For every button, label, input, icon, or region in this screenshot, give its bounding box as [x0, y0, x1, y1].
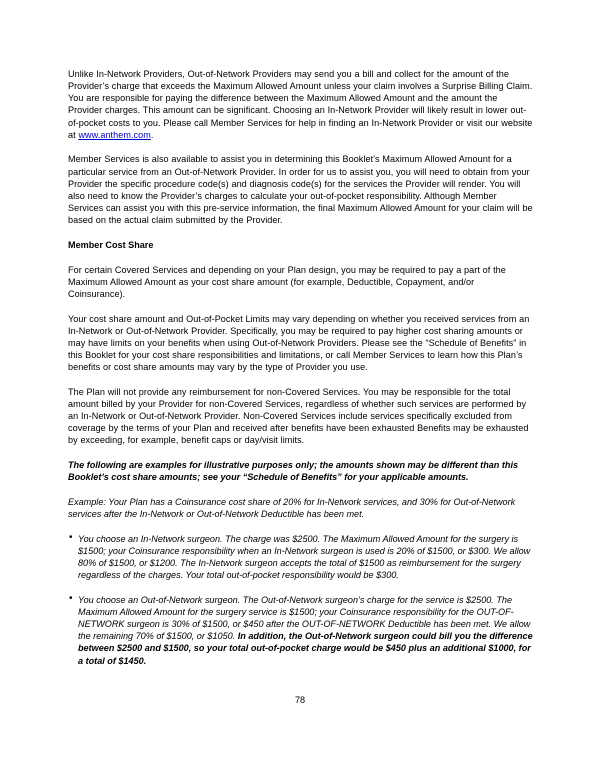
paragraph-non-covered-services: The Plan will not provide any reimbursement for non-Covered Services. You may be responsible for the total amount billed by your Provider for non-Covered Services, regardless of whether such services are performed by an In-Network or Out-of-Network Provider. Non-Covered Services include services specifically excluded from coverage by the terms of your Plan and received after benefits have been exhausted Benefits may be exhausted by exceeding, for example, benefit caps or day/visit limits. [68, 386, 529, 446]
paragraph-1-text-after-link: . [150, 129, 154, 140]
paragraph-out-of-network-billing [68, 68, 534, 141]
paragraph-illustrative-examples-note: The following are examples for illustrative purposes only; the amounts shown may be different than this Booklet’s cost share amounts; see your “Schedule of Benefits” for your applicable amounts. [68, 460, 519, 483]
list-item-text: You choose an In-Network surgeon. The charge was $2500. The Maximum Allowed Amount for the surgery is $1500; your Coinsurance responsibility when an In-Network surgeon is used is 20% of $1500, or $300. We allow 80% of $1500, or $1200. The In-Network surgeon accepts the total of $1500 as reimbursement for the surgery regardless of the charges. Your total out-of-pocket responsibility would be $300. [78, 533, 531, 581]
paragraph-out-of-pocket-limits: Your cost share amount and Out-of-Pocket Limits may vary depending on whether you received services from an In-Network or Out-of-Network Provider. Specifically, you may be required to pay higher cost sharing amounts or may have limits on your benefits when using Out-of-Network Providers. Please see the “Schedule of Benefits” in this Booklet for your cost share responsibilities and limitations, or call Member Services to learn how this Plan’s benefits or cost share amounts may vary by the type of Provider you use. [68, 313, 530, 373]
list-item [68, 533, 534, 582]
page-footer [0, 694, 600, 706]
bullet-icon: • [69, 593, 73, 605]
document-body [68, 68, 534, 679]
bullet-icon: • [69, 532, 73, 544]
examples-list [68, 533, 534, 667]
list-item-bold-text: In addition, the Out-of-Network surgeon could bill you the difference between $2500 and $1500, so your total out-of-pocket charge would be $450 plus an additional $1000, for a total of $1450. [78, 631, 533, 666]
paragraph-member-services-assistance: Member Services is also available to assist you in determining this Booklet’s Maximum Allowed Amount for a particular service from an Out-of-Network Provider. In order for us to assist you, you will need to obtain from your Provider the specific procedure code(s) and diagnosis code(s) for the services the Provider will render. You will also need to know the Provider’s charges to calculate your out-of-pocket responsibility. Although Member Services can assist you with this pre-service information, the final Maximum Allowed Amount for your claim will be based on the actual claim submitted by the Provider. [68, 154, 533, 226]
section-heading-member-cost-share: Member Cost Share [68, 239, 154, 250]
paragraph-example-intro: Example: Your Plan has a Coinsurance cost share of 20% for In-Network services, and 30% for Out-of-Network services after the In-Network or Out-of-Network Deductible has been met. [68, 496, 516, 520]
paragraph-covered-services-cost-share: For certain Covered Services and depending on your Plan design, you may be required to pay a part of the Maximum Allowed Amount as your cost share amount (for example, Deductible, Copayment, and/or Coinsurance). [68, 264, 506, 299]
page-number: 78 [294, 695, 306, 705]
paragraph-1-text-before-link: Unlike In-Network Providers, Out-of-Network Providers may send you a bill and collect for the amount of the Provider’s charge that exceeds the Maximum Allowed Amount unless your claim involves a Surprise Billing Claim. You are responsible for paying the difference between the Maximum Allowed Amount and the amount the Provider charges. This amount can be significant. Choosing an In-Network Provider will likely result in lower out-of-pocket costs to you. Please call Member Services for help in finding an In-Network Provider or visit our website at [68, 69, 533, 140]
anthem-website-link[interactable]: www.anthem.com [78, 129, 151, 140]
list-item [68, 594, 534, 667]
list-item-text: You choose an Out-of-Network surgeon. The Out-of-Network surgeon’s charge for the service is $2500. The Maximum Allowed Amount for the surgery service is $1500; your Coinsurance responsibility for the OUT-OF-NETWORK surgeon is 30% of $1500, or $450 after the OUT-OF-NETWORK Deductible has been met. We allow the remaining 70% of $1500, or $1050. [78, 594, 531, 642]
